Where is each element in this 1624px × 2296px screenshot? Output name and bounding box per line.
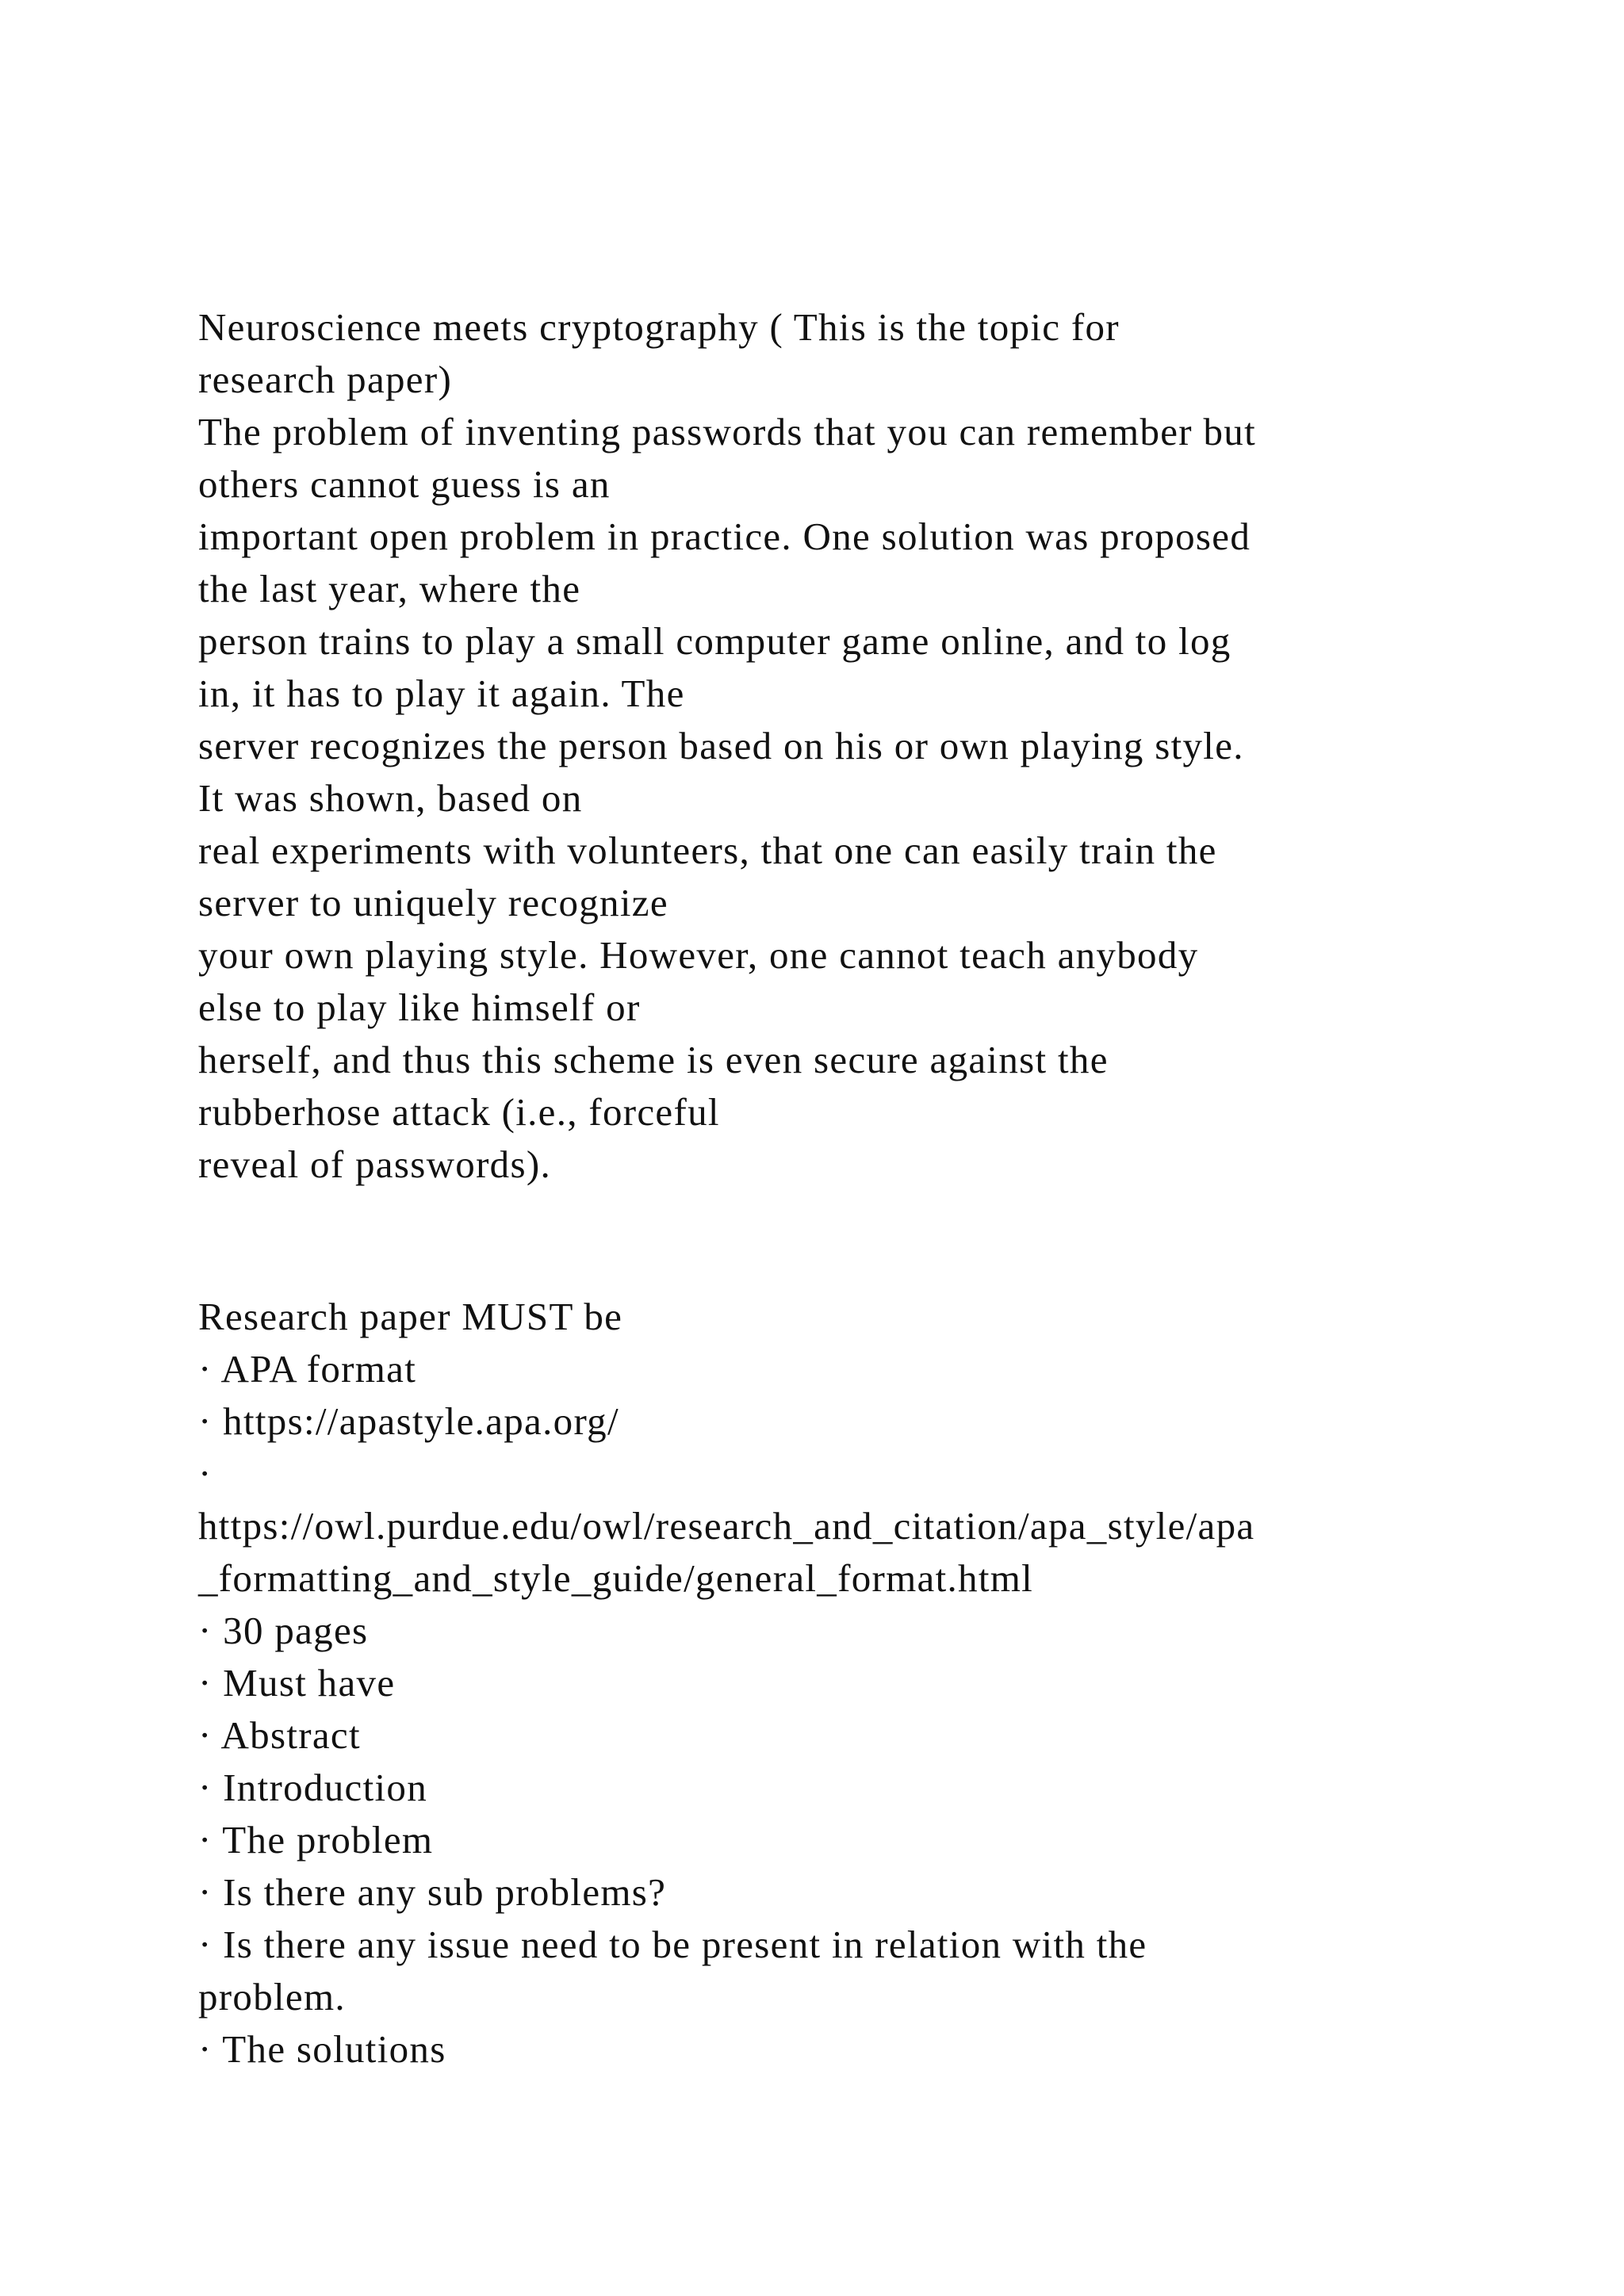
- topic-line: important open problem in practice. One solution was proposed: [198, 515, 1251, 558]
- requirement-item: · 30 pages: [198, 1609, 369, 1652]
- requirement-link: https://owl.purdue.edu/owl/research_and_citation/apa_style/apa: [198, 1504, 1255, 1548]
- requirement-item: · APA format: [198, 1347, 417, 1391]
- topic-line: server to uniquely recognize: [198, 881, 668, 924]
- topic-line: herself, and thus this scheme is even secure against the: [198, 1038, 1109, 1081]
- topic-line: research paper): [198, 358, 453, 401]
- requirement-item: · Is there any issue need to be present in relation with the: [198, 1923, 1147, 1966]
- requirement-item: · Is there any sub problems?: [198, 1870, 667, 1914]
- topic-line: others cannot guess is an: [198, 462, 611, 506]
- requirement-item: ·: [198, 1452, 213, 1495]
- requirements-heading: Research paper MUST be: [198, 1295, 623, 1338]
- requirement-link: _formatting_and_style_guide/general_format.html: [198, 1556, 1034, 1600]
- requirement-item: · Abstract: [198, 1713, 361, 1757]
- requirements-list: [198, 1291, 1483, 2076]
- topic-paragraph: [198, 301, 1483, 1191]
- requirement-link: · https://apastyle.apa.org/: [198, 1399, 619, 1443]
- topic-line: real experiments with volunteers, that one can easily train the: [198, 828, 1217, 872]
- topic-line: It was shown, based on: [198, 776, 583, 820]
- requirement-item: · Must have: [198, 1661, 396, 1705]
- requirement-item: · Introduction: [198, 1766, 427, 1809]
- topic-line: your own playing style. However, one cannot teach anybody: [198, 933, 1199, 977]
- topic-line: server recognizes the person based on his or own playing style.: [198, 724, 1244, 767]
- topic-line: person trains to play a small computer game online, and to log: [198, 619, 1231, 663]
- requirement-item: · The solutions: [198, 2027, 446, 2071]
- topic-line: reveal of passwords).: [198, 1142, 552, 1186]
- topic-line: else to play like himself or: [198, 985, 641, 1029]
- topic-line: the last year, where the: [198, 567, 581, 610]
- requirement-item: · The problem: [198, 1818, 434, 1862]
- topic-line: Neuroscience meets cryptography ( This is the topic for: [198, 305, 1120, 349]
- topic-line: rubberhose attack (i.e., forceful: [198, 1090, 720, 1134]
- topic-line: in, it has to play it again. The: [198, 672, 685, 715]
- requirement-item: problem.: [198, 1975, 346, 2019]
- topic-line: The problem of inventing passwords that you can remember but: [198, 410, 1256, 453]
